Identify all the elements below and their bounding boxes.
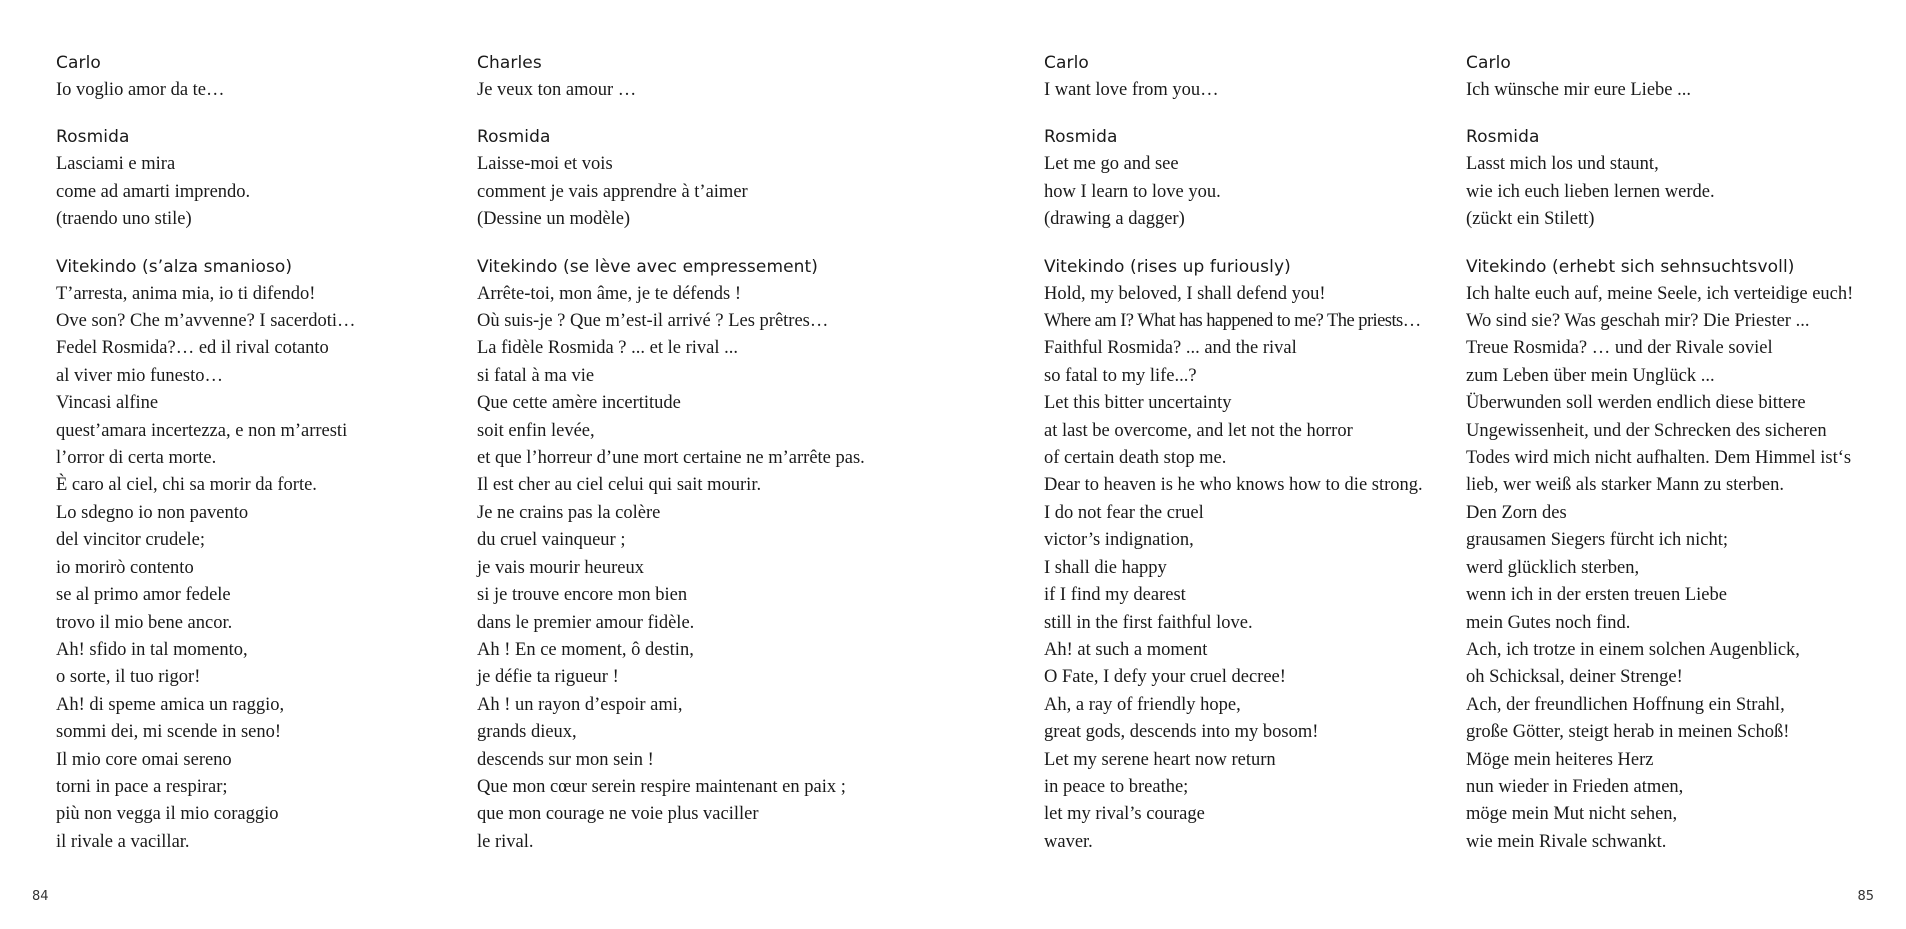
verse-line: möge mein Mut nicht sehen,: [1466, 804, 1678, 825]
speaker-name: Carlo: [56, 53, 101, 73]
verse-line: Lasciami e mira: [56, 154, 176, 175]
verse-line: l’orror di certa morte.: [56, 448, 217, 469]
verse-line: nun wieder in Frieden atmen,: [1466, 776, 1684, 797]
verse-line: comment je vais apprendre à t’aimer: [477, 181, 748, 202]
verse-line: let my rival’s courage: [1044, 804, 1205, 825]
verse-line: Dear to heaven is he who knows how to die strong.: [1044, 475, 1423, 496]
verse-line: trovo il mio bene ancor.: [56, 612, 233, 633]
verse-line: descends sur mon sein !: [477, 749, 654, 770]
verse-line: (zückt ein Stilett): [1466, 209, 1595, 230]
verse-line: Ich wünsche mir eure Liebe ...: [1466, 80, 1691, 100]
verse-line: Let my serene heart now return: [1044, 749, 1276, 770]
verse-line: (drawing a dagger): [1044, 209, 1185, 230]
verse-line: Vincasi alfine: [56, 393, 159, 414]
verse-line: Hold, my beloved, I shall defend you!: [1044, 283, 1326, 304]
verse-line: Io voglio amor da te…: [56, 80, 225, 100]
column-german: [1466, 50, 1896, 876]
verse-line: grands dieux,: [477, 722, 577, 743]
verse-line: Que cette amère incertitude: [477, 393, 681, 414]
verse-line: je vais mourir heureux: [477, 557, 644, 578]
verse-line: of certain death stop me.: [1044, 448, 1227, 469]
verse-line: I do not fear the cruel: [1044, 502, 1204, 523]
verse-line: et que l’horreur d’une mort certaine ne m’arrête pas.: [477, 448, 865, 469]
verse-line: soit enfin levée,: [477, 420, 595, 441]
verse-line: Where am I? What has happened to me? The priests…: [1044, 311, 1421, 332]
verse-line: werd glücklich sterben,: [1466, 557, 1640, 578]
verse-line: wenn ich in der ersten treuen Liebe: [1466, 585, 1727, 606]
verse-line: Todes wird mich nicht aufhalten. Dem Himmel ist‘s: [1466, 448, 1852, 469]
verse-line: je défie ta rigueur !: [477, 667, 619, 688]
verse-line: Lasst mich los und staunt,: [1466, 154, 1659, 175]
speaker-name: Vitekindo (s’alza smanioso): [56, 256, 293, 277]
verse-block: [1044, 50, 1444, 104]
verse-line: Überwunden soll werden endlich diese bittere: [1466, 393, 1806, 414]
verse-line: at last be overcome, and let not the horror: [1044, 420, 1353, 441]
verse-line: le rival.: [477, 831, 534, 852]
verse-line: Ah! sfido in tal momento,: [56, 639, 248, 660]
verse-line: (Dessine un modèle): [477, 209, 631, 230]
verse-line: più non vegga il mio coraggio: [56, 804, 279, 825]
verse-line: Möge mein heiteres Herz: [1466, 749, 1654, 770]
verse-line: Ah! di speme amica un raggio,: [56, 694, 285, 715]
speaker-name: Vitekindo (erhebt sich sehnsuchtsvoll): [1466, 256, 1795, 277]
verse-block: [477, 254, 897, 857]
verse-line: wie ich euch lieben lernen werde.: [1466, 181, 1715, 202]
verse-line: del vincitor crudele;: [56, 530, 205, 551]
verse-line: La fidèle Rosmida ? ... et le rival ...: [477, 338, 738, 359]
verse-block: [1044, 254, 1444, 857]
verse-line: Ich halte euch auf, meine Seele, ich verteidige euch!: [1466, 283, 1854, 304]
verse-line: mein Gutes noch find.: [1466, 612, 1631, 633]
verse-line: Ah ! un rayon d’espoir ami,: [477, 694, 683, 715]
verse-line: Let this bitter uncertainty: [1044, 393, 1232, 414]
verse-line: Treue Rosmida? … und der Rivale soviel: [1466, 338, 1773, 359]
verse-line: Laisse-moi et vois: [477, 154, 613, 175]
verse-line: se al primo amor fedele: [56, 585, 231, 606]
verse-line: Faithful Rosmida? ... and the rival: [1044, 338, 1297, 359]
verse-line: il rivale a vacillar.: [56, 831, 190, 852]
verse-block: [477, 50, 897, 104]
verse-line: Lo sdegno io non pavento: [56, 502, 249, 523]
verse-line: Arrête-toi, mon âme, je te défends !: [477, 283, 742, 304]
verse-block: [477, 124, 897, 233]
speaker-name: Carlo: [1044, 53, 1089, 73]
verse-line: torni in pace a respirar;: [56, 776, 228, 797]
verse-line: O Fate, I defy your cruel decree!: [1044, 667, 1286, 688]
verse-line: T’arresta, anima mia, io ti difendo!: [56, 283, 316, 304]
verse-block: [56, 124, 456, 233]
verse-line: how I learn to love you.: [1044, 181, 1221, 202]
verse-line: dans le premier amour fidèle.: [477, 612, 695, 633]
verse-line: große Götter, steigt herab in meinen Schoß!: [1466, 722, 1790, 743]
verse-block: [1466, 50, 1896, 104]
verse-line: Wo sind sie? Was geschah mir? Die Priester ...: [1466, 311, 1810, 332]
verse-line: Je ne crains pas la colère: [477, 502, 661, 523]
verse-block: [1466, 254, 1896, 857]
verse-line: Ungewissenheit, und der Schrecken des sicheren: [1466, 420, 1827, 441]
verse-line: Je veux ton amour …: [477, 80, 637, 100]
verse-line: Ach, ich trotze in einem solchen Augenblick,: [1466, 639, 1800, 660]
verse-line: Ove son? Che m’avvenne? I sacerdoti…: [56, 311, 356, 332]
verse-line: Ah, a ray of friendly hope,: [1044, 694, 1241, 715]
verse-line: if I find my dearest: [1044, 585, 1186, 606]
verse-line: victor’s indignation,: [1044, 530, 1194, 551]
verse-line: great gods, descends into my bosom!: [1044, 722, 1319, 743]
verse-line: zum Leben über mein Unglück ...: [1466, 365, 1715, 386]
verse-line: in peace to breathe;: [1044, 776, 1189, 797]
verse-line: du cruel vainqueur ;: [477, 530, 626, 551]
verse-line: Let me go and see: [1044, 154, 1179, 175]
speaker-name: Carlo: [1466, 53, 1511, 73]
page-number-right: 85: [1857, 889, 1874, 904]
verse-line: quest’amara incertezza, e non m’arresti: [56, 420, 348, 441]
verse-line: oh Schicksal, deiner Strenge!: [1466, 667, 1683, 688]
verse-line: Il est cher au ciel celui qui sait mourir.: [477, 475, 762, 496]
verse-line: È caro al ciel, chi sa morir da forte.: [56, 475, 317, 496]
verse-line: Den Zorn des: [1466, 502, 1567, 523]
verse-block: [1044, 124, 1444, 233]
verse-line: al viver mio funesto…: [56, 365, 223, 386]
verse-line: si fatal à ma vie: [477, 365, 595, 386]
verse-block: [56, 50, 456, 104]
verse-line: I shall die happy: [1044, 557, 1167, 578]
verse-line: I want love from you…: [1044, 80, 1219, 100]
speaker-name: Vitekindo (rises up furiously): [1044, 256, 1291, 277]
verse-line: Où suis-je ? Que m’est-il arrivé ? Les prêtres…: [477, 311, 829, 332]
verse-line: come ad amarti imprendo.: [56, 181, 251, 202]
speaker-name: Rosmida: [1466, 127, 1540, 148]
verse-line: Fedel Rosmida?… ed il rival cotanto: [56, 338, 329, 359]
speaker-name: Vitekindo (se lève avec empressement): [477, 256, 819, 277]
verse-line: grausamen Siegers fürcht ich nicht;: [1466, 530, 1728, 551]
verse-line: so fatal to my life...?: [1044, 365, 1197, 386]
verse-line: Ach, der freundlichen Hoffnung ein Strahl,: [1466, 694, 1785, 715]
verse-line: Que mon cœur serein respire maintenant en paix ;: [477, 776, 846, 797]
column-french: [477, 50, 897, 876]
verse-line: still in the first faithful love.: [1044, 612, 1253, 633]
verse-block: [56, 254, 456, 857]
verse-line: Ah! at such a moment: [1044, 639, 1208, 660]
verse-line: lieb, wer weiß als starker Mann zu sterben.: [1466, 475, 1784, 496]
verse-block: [1466, 124, 1896, 233]
verse-line: Il mio core omai sereno: [56, 749, 232, 770]
verse-line: Ah ! En ce moment, ô destin,: [477, 639, 694, 660]
page-number-left: 84: [32, 889, 49, 904]
column-english: [1044, 50, 1444, 876]
speaker-name: Charles: [477, 53, 542, 73]
verse-line: io morirò contento: [56, 557, 194, 578]
verse-line: o sorte, il tuo rigor!: [56, 667, 201, 688]
verse-line: wie mein Rivale schwankt.: [1466, 831, 1667, 852]
verse-line: que mon courage ne voie plus vaciller: [477, 804, 759, 825]
verse-line: si je trouve encore mon bien: [477, 585, 688, 606]
speaker-name: Rosmida: [1044, 127, 1118, 148]
column-italian: [56, 50, 456, 876]
verse-line: (traendo uno stile): [56, 209, 192, 230]
speaker-name: Rosmida: [56, 127, 130, 148]
verse-line: waver.: [1044, 831, 1093, 852]
speaker-name: Rosmida: [477, 127, 551, 148]
verse-line: sommi dei, mi scende in seno!: [56, 722, 282, 743]
